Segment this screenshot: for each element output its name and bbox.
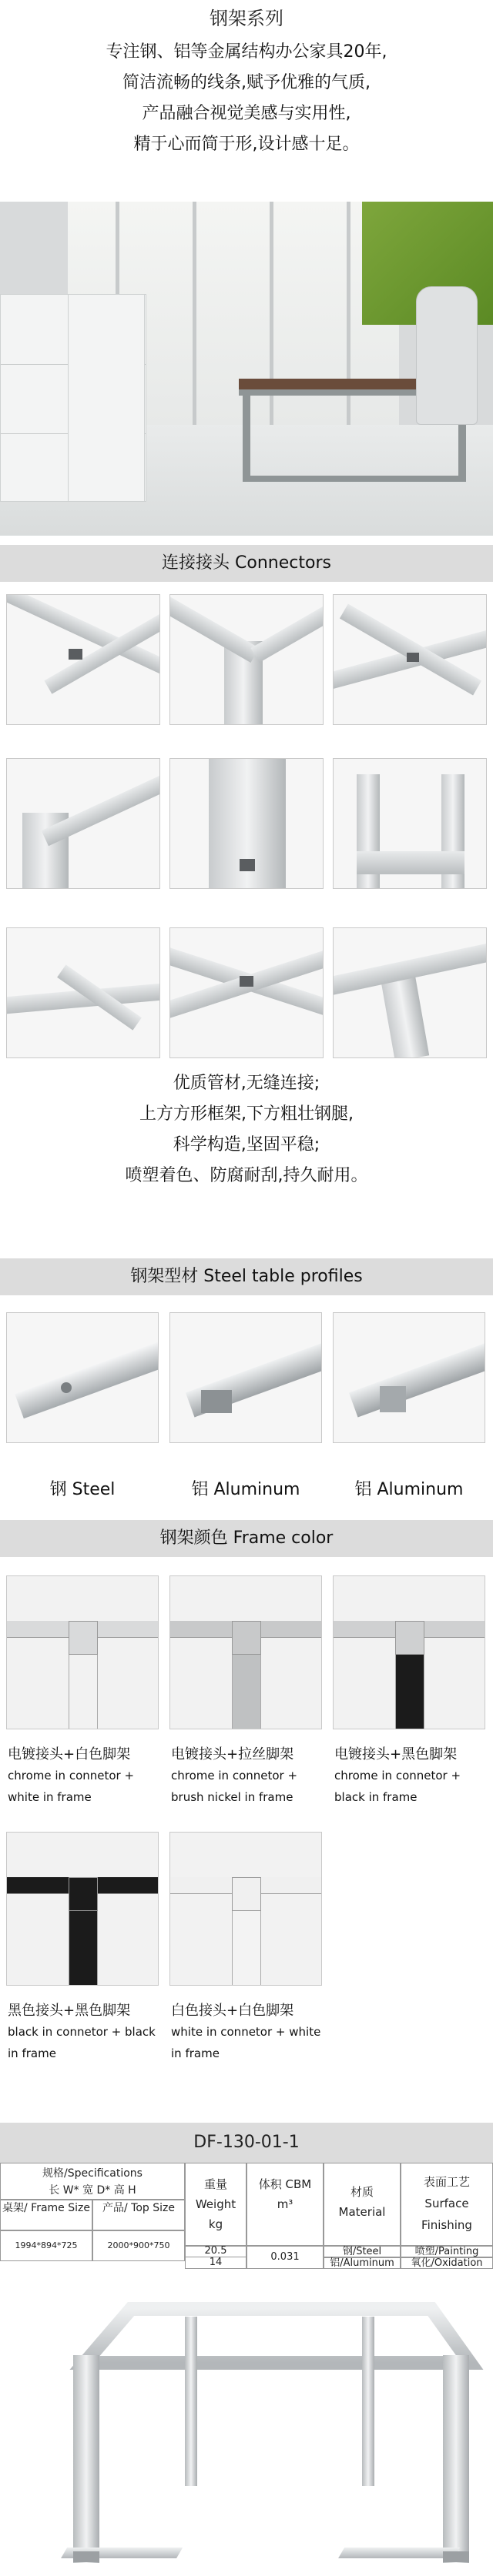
frame-color-label-en: chrome in connetor + white in frame: [8, 1769, 135, 1804]
spec-model: DF-130-01-1: [0, 2123, 493, 2163]
feature-line: 科学构造,坚固平稳;: [173, 1135, 320, 1154]
frame-color-label-en: chrome in connetor + black in frame: [334, 1769, 461, 1804]
profile-photo-steel: [6, 1312, 159, 1443]
frame-connector: [232, 1621, 261, 1655]
spec-material-aluminum: 铝/Aluminum: [324, 2257, 401, 2269]
intro-text: [0, 37, 493, 160]
spec-weight-header: 重量 Weight kg: [185, 2163, 246, 2246]
profile-label: 铝 Aluminum: [354, 1480, 464, 1499]
frame-color-photo: [6, 1832, 159, 1986]
frame-color-label-cn: 电镀接头+黑色脚架: [334, 1746, 458, 1762]
office-chair: [416, 286, 478, 425]
spec-frame-size-label: 桌架/ Frame Size: [0, 2200, 92, 2230]
section-colors: 钢架颜色 Frame color: [0, 1520, 493, 1557]
connector-photo: [333, 927, 487, 1058]
storage-cabinet: [68, 294, 145, 502]
connector-photo: [6, 594, 160, 725]
profile-label: 钢 Steel: [49, 1480, 116, 1499]
intro-line: 产品融合视觉美感与实用性,: [142, 104, 351, 123]
spec-weight-steel: 20.5: [185, 2246, 246, 2257]
frame-color-photo: [169, 1575, 322, 1729]
intro-line: 简洁流畅的线条,赋予优雅的气质,: [122, 73, 371, 92]
section-connectors: 连接接头 Connectors: [0, 545, 493, 582]
spec-finish-painting: 喷塑/Painting: [401, 2246, 493, 2257]
features-text: [0, 1068, 493, 1191]
spec-volume-header: 体积 CBM m³: [246, 2163, 324, 2246]
spec-frame-size: 1994*894*725: [0, 2230, 92, 2261]
spec-material-header: 材质 Material: [324, 2163, 401, 2246]
frame-color-label-cn: 白色接头+白色脚架: [171, 2003, 294, 2019]
connector-photo: [169, 927, 324, 1058]
frame-color-label-en: chrome in connetor + brush nickel in frame: [171, 1769, 298, 1804]
office-photo: [0, 202, 493, 536]
connector-photo: [333, 758, 487, 889]
spec-finish-header: 表面工艺 Surface Finishing: [401, 2163, 493, 2246]
frame-color-label-en: white in connetor + white in frame: [171, 2025, 321, 2060]
feature-line: 喷塑着色、防腐耐刮,持久耐用。: [125, 1166, 368, 1185]
page-title: 钢架系列: [210, 8, 283, 29]
section-profiles: 钢架型材 Steel table profiles: [0, 1258, 493, 1295]
feature-line: 上方方形框架,下方粗壮钢腿,: [139, 1104, 354, 1124]
frame-color-photo: [333, 1575, 485, 1729]
frame-color-label-cn: 黑色接头+黑色脚架: [8, 2003, 131, 2019]
intro-line: 精于心而简于形,设计感十足。: [133, 135, 360, 154]
profile-label: 铝 Aluminum: [191, 1480, 300, 1499]
frame-color-label-cn: 电镀接头+拉丝脚架: [171, 1746, 294, 1762]
spec-volume: 0.031: [246, 2246, 324, 2269]
feature-line: 优质管材,无缝连接;: [173, 1074, 320, 1093]
table-frame-drawing: [0, 2270, 493, 2576]
spec-top-size: 2000*900*750: [92, 2230, 185, 2261]
frame-color-label-cn: 电镀接头+白色脚架: [8, 1746, 131, 1762]
spec-top-size-label: 产品/ Top Size: [92, 2200, 185, 2230]
frame-color-photo: [6, 1575, 159, 1729]
frame-connector: [232, 1877, 261, 1911]
spec-weight-aluminum: 14: [185, 2257, 246, 2269]
table-frame-illustration: [0, 2270, 493, 2576]
spec-material-steel: 钢/Steel: [324, 2246, 401, 2257]
connector-photo: [6, 758, 160, 889]
connector-photo: [169, 758, 324, 889]
frame-color-photo: [169, 1832, 322, 1986]
frame-connector: [69, 1621, 98, 1655]
spec-finish-oxidation: 氧化/Oxidation: [401, 2257, 493, 2269]
profile-photo-aluminum: [333, 1312, 485, 1443]
spec-size-header: 规格/Specifications 长 W* 宽 D* 高 H: [0, 2163, 185, 2200]
connector-photo: [169, 594, 324, 725]
intro-line: 专注钢、铝等金属结构办公家具20年,: [106, 42, 387, 62]
frame-connector: [69, 1877, 98, 1911]
connector-photo: [6, 927, 160, 1058]
frame-connector: [395, 1621, 424, 1655]
frame-color-label-en: black in connetor + black in frame: [8, 2025, 156, 2060]
connector-photo: [333, 594, 487, 725]
profile-photo-aluminum: [169, 1312, 322, 1443]
